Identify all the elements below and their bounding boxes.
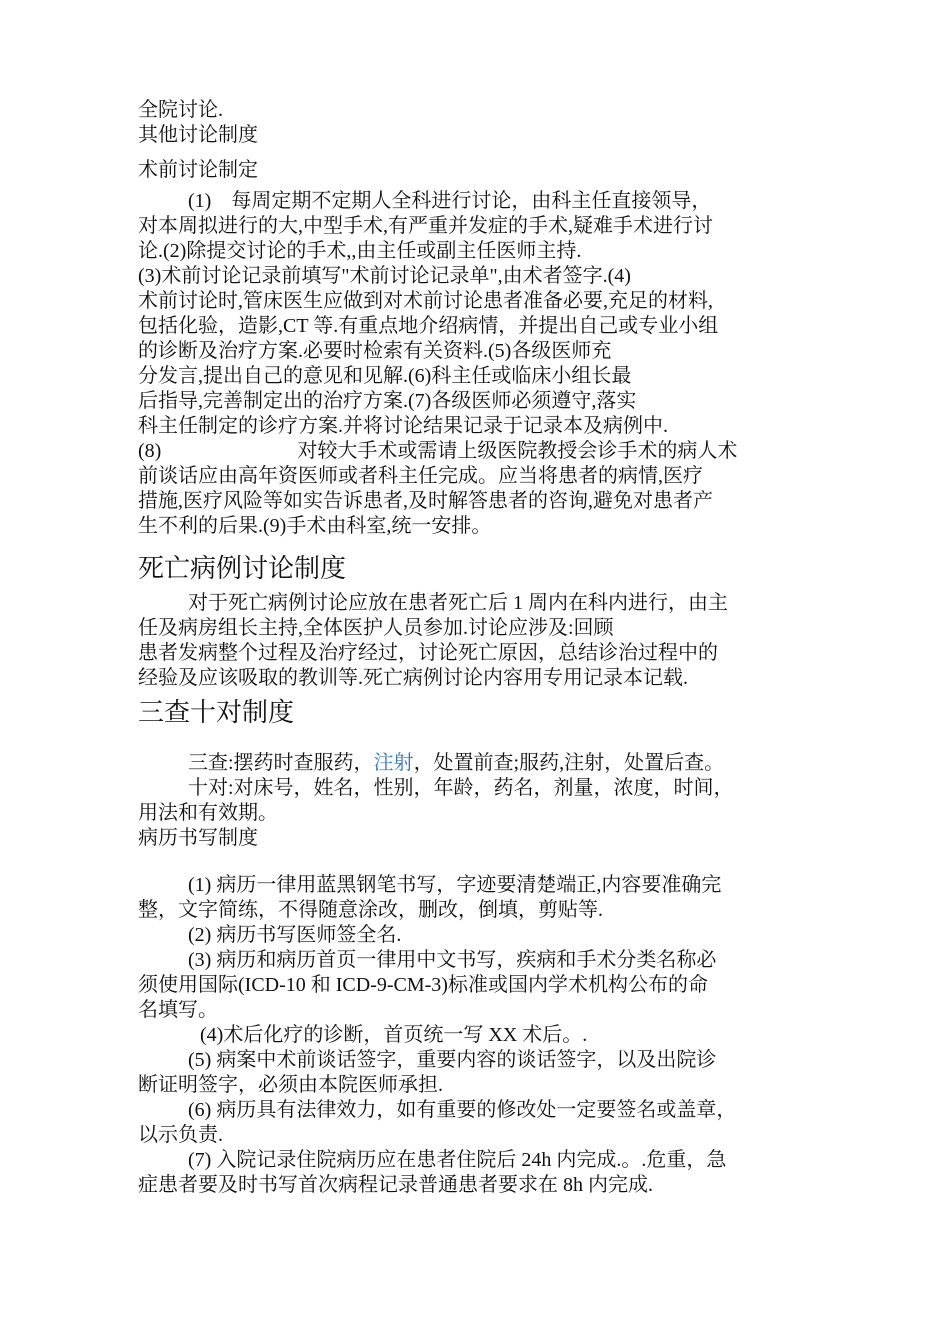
text-line: 生不利的后果.(9)手术由科室,统一安排。 — [138, 515, 492, 537]
text-line: 任及病房组长主持,全体医护人员参加.讨论应涉及:回顾 — [138, 617, 614, 639]
text-line: 的诊断及治疗方案.必要时检索有关资料.(5)各级医师充 — [138, 340, 612, 362]
text-segment: ，处置前查;服药,注射，处置后查。 — [413, 752, 725, 774]
text-line — [138, 439, 838, 464]
text-line: 经验及应该吸取的教训等.死亡病例讨论内容用专用记录本记载. — [138, 667, 688, 689]
section-title: 其他讨论制度 — [138, 124, 258, 146]
text-line: 以示负责. — [138, 1124, 223, 1146]
text-line: 用法和有效期。 — [138, 802, 278, 824]
text-line: 包括化验，造影,CT 等.有重点地介绍病情，并提出自己或专业小组 — [138, 315, 719, 337]
text-line: (2) 病历书写医师签全名. — [188, 924, 402, 946]
text-line: 科主任制定的诊疗方案.并将讨论结果记录于记录本及病例中. — [138, 415, 668, 437]
injection-link[interactable]: 注射 — [373, 752, 414, 774]
text-line — [138, 751, 838, 776]
sancha-paragraph — [138, 751, 838, 851]
text-line: 整，文字简练，不得随意涂改，删改，倒填，剪贴等. — [138, 899, 603, 921]
text-line: 措施,医疗风险等如实告诉患者,及时解答患者的咨询,避免对患者产 — [138, 490, 713, 512]
text-line: (5) 病案中术前谈话签字，重要内容的谈话签字，以及出院诊 — [188, 1049, 717, 1071]
text-line: 须使用国际(ICD-10 和 ICD-9-CM-3)标准或国内学术机构公布的命 — [138, 974, 708, 996]
text-line: (3) 病历和病历首页一律用中文书写，疾病和手术分类名称必 — [188, 949, 717, 971]
section-heading: 三查十对制度 — [138, 698, 295, 727]
text-line: (1) 每周定期不定期人全科进行讨论，由科主任直接领导， — [188, 190, 712, 212]
text-line: 断证明签字，必须由本院医师承担. — [138, 1074, 443, 1096]
section-title: 术前讨论制定 — [138, 159, 258, 181]
text-segment: 三查:摆药时查服药， — [188, 752, 374, 774]
record-paragraph — [138, 873, 838, 1198]
text-line: 术前讨论时,管床医生应做到对术前讨论患者准备必要,充足的材料, — [138, 290, 713, 312]
text-line: (7) 入院记录住院病历应在患者住院后 24h 内完成.。.危重，急 — [188, 1149, 727, 1171]
text-line: 后指导,完善制定出的治疗方案.(7)各级医师必须遵守,落实 — [138, 390, 637, 412]
text-line: (3)术前讨论记录前填写"术前讨论记录单",由术者签字.(4) — [138, 265, 631, 287]
text-line: (6) 病历具有法律效力，如有重要的修改处一定要签名或盖章， — [188, 1099, 737, 1121]
preop-paragraph — [138, 189, 838, 539]
section-title: 病历书写制度 — [138, 827, 258, 849]
item-text: 对较大手术或需请上级医院教授会诊手术的病人术 — [297, 440, 738, 462]
text-line: 全院讨论. — [138, 99, 223, 121]
text-line: 症患者要及时书写首次病程记录普通患者要求在 8h 内完成. — [138, 1174, 653, 1196]
text-line: 对本周拟进行的大,中型手术,有严重并发症的手术,疑难手术进行讨 — [138, 215, 713, 237]
text-line: 患者发病整个过程及治疗经过，讨论死亡原因，总结诊治过程中的 — [138, 642, 718, 664]
document-body — [138, 98, 838, 1198]
text-line: 前谈话应由高年资医师或者科主任完成。应当将患者的病情,医疗 — [138, 465, 703, 487]
text-line: (4)术后化疗的诊断，首页统一写 XX 术后。. — [200, 1024, 588, 1046]
text-line: 对于死亡病例讨论应放在患者死亡后 1 周内在科内进行，由主 — [188, 592, 728, 614]
section-heading: 死亡病例讨论制度 — [138, 554, 347, 583]
death-paragraph — [138, 591, 838, 691]
item-number: (8) — [138, 440, 162, 462]
text-line: 十对:对床号，姓名，性别，年龄，药名，剂量，浓度，时间， — [188, 777, 734, 799]
text-line: (1) 病历一律用蓝黑钢笔书写，字迹要清楚端正,内容要准确完 — [188, 874, 722, 896]
text-line: 名填写。 — [138, 999, 218, 1021]
text-line: 论.(2)除提交讨论的手术,,由主任或副主任医师主持. — [138, 240, 582, 262]
text-line: 分发言,提出自己的意见和见解.(6)科主任或临床小组长最 — [138, 365, 632, 387]
